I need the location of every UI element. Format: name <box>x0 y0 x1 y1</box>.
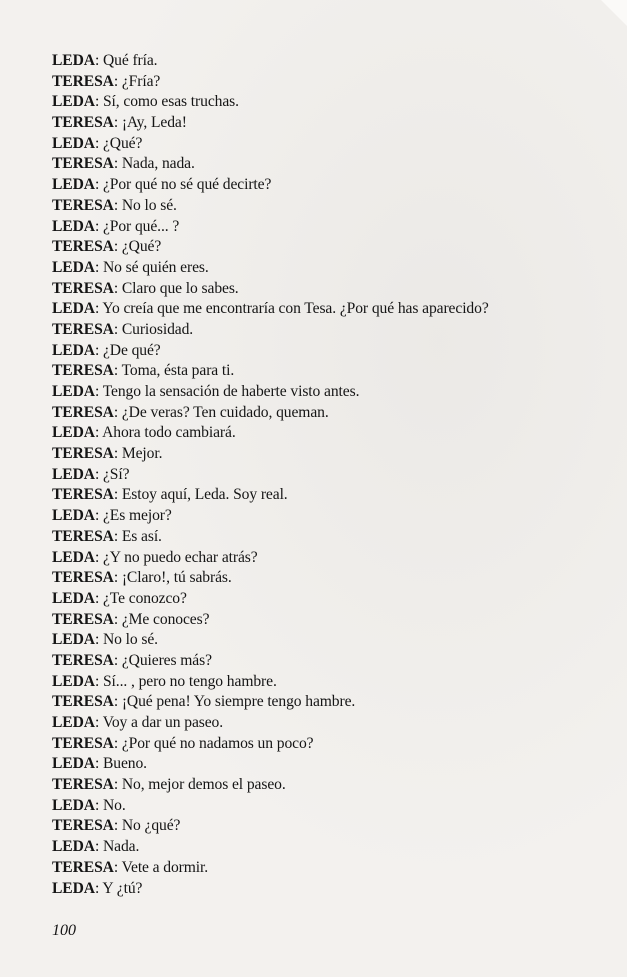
speech-text: Vete a dormir. <box>121 858 209 876</box>
speaker-name: TERESA <box>52 527 114 545</box>
speaker-separator: : <box>113 527 122 545</box>
dialogue-line <box>52 51 592 72</box>
dialogue-line <box>52 320 592 341</box>
speaker-name: LEDA <box>52 217 95 235</box>
speaker-separator: : <box>94 465 103 483</box>
speaker-name: LEDA <box>52 879 95 897</box>
speaker-separator: : <box>94 424 103 442</box>
dialogue-line <box>52 713 592 734</box>
speaker-name: LEDA <box>52 755 95 773</box>
speaker-name: TERESA <box>52 362 114 380</box>
speech-text: Voy a dar un paseo. <box>102 714 224 731</box>
speech-text: ¡Ay, Leda! <box>121 114 187 132</box>
speaker-name: LEDA <box>52 300 95 318</box>
dialogue-line <box>52 154 592 175</box>
dialogue-line <box>52 775 592 796</box>
dialogue-list <box>52 51 592 899</box>
speech-text: Bueno. <box>102 755 147 773</box>
speech-text: No sé quién eres. <box>102 258 209 276</box>
dialogue-line <box>52 816 592 837</box>
speech-text: No lo sé. <box>121 196 177 214</box>
speech-text: Toma, ésta para ti. <box>121 362 235 380</box>
dialogue-line <box>52 837 592 858</box>
speaker-name: TERESA <box>52 610 114 628</box>
speaker-separator: : <box>94 714 103 731</box>
speech-text: ¿Sí? <box>102 465 130 483</box>
speaker-name: TERESA <box>52 238 114 256</box>
speaker-name: LEDA <box>52 631 95 649</box>
speaker-name: LEDA <box>52 548 95 566</box>
speaker-name: TERESA <box>52 196 114 214</box>
speech-text: ¿Y no puedo echar atrás? <box>102 548 258 566</box>
speaker-name: LEDA <box>52 176 95 194</box>
speech-text: Curiosidad. <box>121 320 194 338</box>
dialogue-line <box>52 589 592 610</box>
speech-text: ¿De veras? Ten cuidado, queman. <box>121 403 329 421</box>
speaker-separator: : <box>94 548 103 566</box>
speech-text: Claro que lo sabes. <box>121 279 239 297</box>
speech-text: No. <box>102 796 126 814</box>
speaker-name: LEDA <box>52 341 95 359</box>
dialogue-line <box>52 734 592 755</box>
speaker-separator: : <box>94 383 103 400</box>
speaker-name: LEDA <box>52 424 95 442</box>
speaker-name: TERESA <box>52 817 114 835</box>
dialogue-line <box>52 134 592 155</box>
speaker-name: LEDA <box>52 714 95 731</box>
speaker-name: LEDA <box>52 134 95 152</box>
speech-text: Sí, como esas truchas. <box>102 93 239 111</box>
speaker-separator: : <box>94 341 103 359</box>
speaker-separator: : <box>113 734 122 752</box>
speaker-name: TERESA <box>52 651 114 669</box>
speaker-name: TERESA <box>52 320 114 338</box>
dialogue-line <box>52 113 592 134</box>
speech-text: Nada. <box>102 838 140 856</box>
speaker-separator: : <box>113 279 122 297</box>
speaker-separator: : <box>94 52 103 69</box>
speech-text: No, mejor demos el paseo. <box>121 776 286 794</box>
dialogue-line <box>52 217 592 238</box>
dialogue-line <box>52 692 592 713</box>
speaker-separator: : <box>94 672 103 690</box>
dialogue-line <box>52 403 592 424</box>
dialogue-line <box>52 651 592 672</box>
speech-text: ¿De qué? <box>102 341 161 359</box>
dialogue-line <box>52 72 592 93</box>
speaker-name: TERESA <box>52 403 114 421</box>
speaker-separator: : <box>113 320 122 338</box>
speech-text: Tengo la sensación de haberte visto antes. <box>102 383 360 400</box>
speech-text: ¿Por qué... ? <box>102 217 180 235</box>
speaker-name: TERESA <box>52 693 114 711</box>
speaker-name: LEDA <box>52 52 95 69</box>
speaker-separator: : <box>94 134 103 152</box>
speech-text: Estoy aquí, Leda. Soy real. <box>121 486 288 504</box>
dialogue-line <box>52 279 592 300</box>
dialogue-line <box>52 444 592 465</box>
speaker-name: LEDA <box>52 838 95 856</box>
dialogue-line <box>52 568 592 589</box>
dialogue-line <box>52 796 592 817</box>
speaker-name: LEDA <box>52 589 95 607</box>
speech-text: Ahora todo cambiará. <box>102 424 236 442</box>
dialogue-line <box>52 858 592 879</box>
speech-text: ¿Quieres más? <box>121 651 212 669</box>
speech-text: ¿Qué? <box>121 238 162 256</box>
page-number: 100 <box>52 922 76 939</box>
speech-text: Mejor. <box>121 445 163 463</box>
speaker-separator: : <box>94 755 103 773</box>
speaker-name: TERESA <box>52 279 114 297</box>
speaker-separator: : <box>113 817 122 835</box>
speaker-name: LEDA <box>52 93 95 111</box>
speaker-separator: : <box>113 858 122 876</box>
speech-text: ¡Claro!, tú sabrás. <box>121 569 232 587</box>
speaker-separator: : <box>94 796 103 814</box>
speech-text: ¿Qué? <box>102 134 143 152</box>
speaker-name: TERESA <box>52 486 114 504</box>
speaker-separator: : <box>94 176 103 194</box>
speaker-name: TERESA <box>52 734 114 752</box>
speaker-name: TERESA <box>52 114 114 132</box>
dialogue-line <box>52 299 592 320</box>
speech-text: ¿Te conozco? <box>102 589 187 607</box>
speaker-name: TERESA <box>52 776 114 794</box>
speaker-separator: : <box>113 196 122 214</box>
speech-text: ¿Por qué no sé qué decirte? <box>102 176 272 194</box>
speaker-name: TERESA <box>52 72 114 90</box>
speaker-separator: : <box>113 72 122 90</box>
speech-text: Y ¿tú? <box>102 879 143 897</box>
dialogue-line <box>52 506 592 527</box>
speaker-name: LEDA <box>52 796 95 814</box>
speaker-separator: : <box>94 93 103 111</box>
speaker-separator: : <box>94 589 103 607</box>
speech-text: ¿Por qué no nadamos un poco? <box>121 734 314 752</box>
speech-text: ¿Fría? <box>121 72 161 90</box>
speaker-separator: : <box>113 569 122 587</box>
speaker-separator: : <box>94 258 103 276</box>
dialogue-line <box>52 382 592 403</box>
dialogue-line <box>52 196 592 217</box>
speech-text: ¿Me conoces? <box>121 610 210 628</box>
dialogue-line <box>52 465 592 486</box>
speech-text: Sí... , pero no tengo hambre. <box>102 672 277 690</box>
dialogue-line <box>52 548 592 569</box>
speaker-separator: : <box>113 445 122 463</box>
speech-text: No lo sé. <box>102 631 158 649</box>
speaker-separator: : <box>94 507 103 525</box>
speech-text: ¿Es mejor? <box>102 507 172 525</box>
dialogue-line <box>52 527 592 548</box>
speaker-separator: : <box>113 693 122 711</box>
dialogue-line <box>52 630 592 651</box>
dialogue-line <box>52 610 592 631</box>
speaker-separator: : <box>94 300 103 318</box>
speaker-separator: : <box>113 362 122 380</box>
speech-text: Qué fría. <box>102 52 158 69</box>
speaker-separator: : <box>94 631 103 649</box>
dialogue-line <box>52 92 592 113</box>
speaker-name: LEDA <box>52 672 95 690</box>
speaker-name: LEDA <box>52 383 95 400</box>
speaker-name: TERESA <box>52 445 114 463</box>
speaker-name: TERESA <box>52 155 114 173</box>
speaker-separator: : <box>113 651 122 669</box>
speaker-name: LEDA <box>52 507 95 525</box>
speaker-name: LEDA <box>52 258 95 276</box>
dialogue-line <box>52 485 592 506</box>
dialogue-line <box>52 237 592 258</box>
speaker-separator: : <box>113 155 122 173</box>
speaker-name: LEDA <box>52 465 95 483</box>
speaker-separator: : <box>94 838 103 856</box>
speaker-separator: : <box>94 879 103 897</box>
page-corner <box>601 0 627 26</box>
dialogue-line <box>52 341 592 362</box>
speaker-separator: : <box>113 486 122 504</box>
speaker-name: TERESA <box>52 569 114 587</box>
speaker-separator: : <box>113 610 122 628</box>
speaker-separator: : <box>113 776 122 794</box>
speaker-name: TERESA <box>52 858 114 876</box>
speech-text: Yo creía que me encontraría con Tesa. ¿Por qué has aparecido? <box>102 300 489 318</box>
dialogue-line <box>52 754 592 775</box>
dialogue-line <box>52 672 592 693</box>
speaker-separator: : <box>113 403 122 421</box>
dialogue-line <box>52 423 592 444</box>
speaker-separator: : <box>113 114 122 132</box>
speech-text: Nada, nada. <box>121 155 195 173</box>
dialogue-line <box>52 361 592 382</box>
speaker-separator: : <box>113 238 122 256</box>
speaker-separator: : <box>94 217 103 235</box>
speech-text: ¡Qué pena! Yo siempre tengo hambre. <box>121 693 356 711</box>
dialogue-line <box>52 258 592 279</box>
dialogue-line <box>52 879 592 900</box>
dialogue-line <box>52 175 592 196</box>
speech-text: No ¿qué? <box>121 817 181 835</box>
speech-text: Es así. <box>121 527 162 545</box>
